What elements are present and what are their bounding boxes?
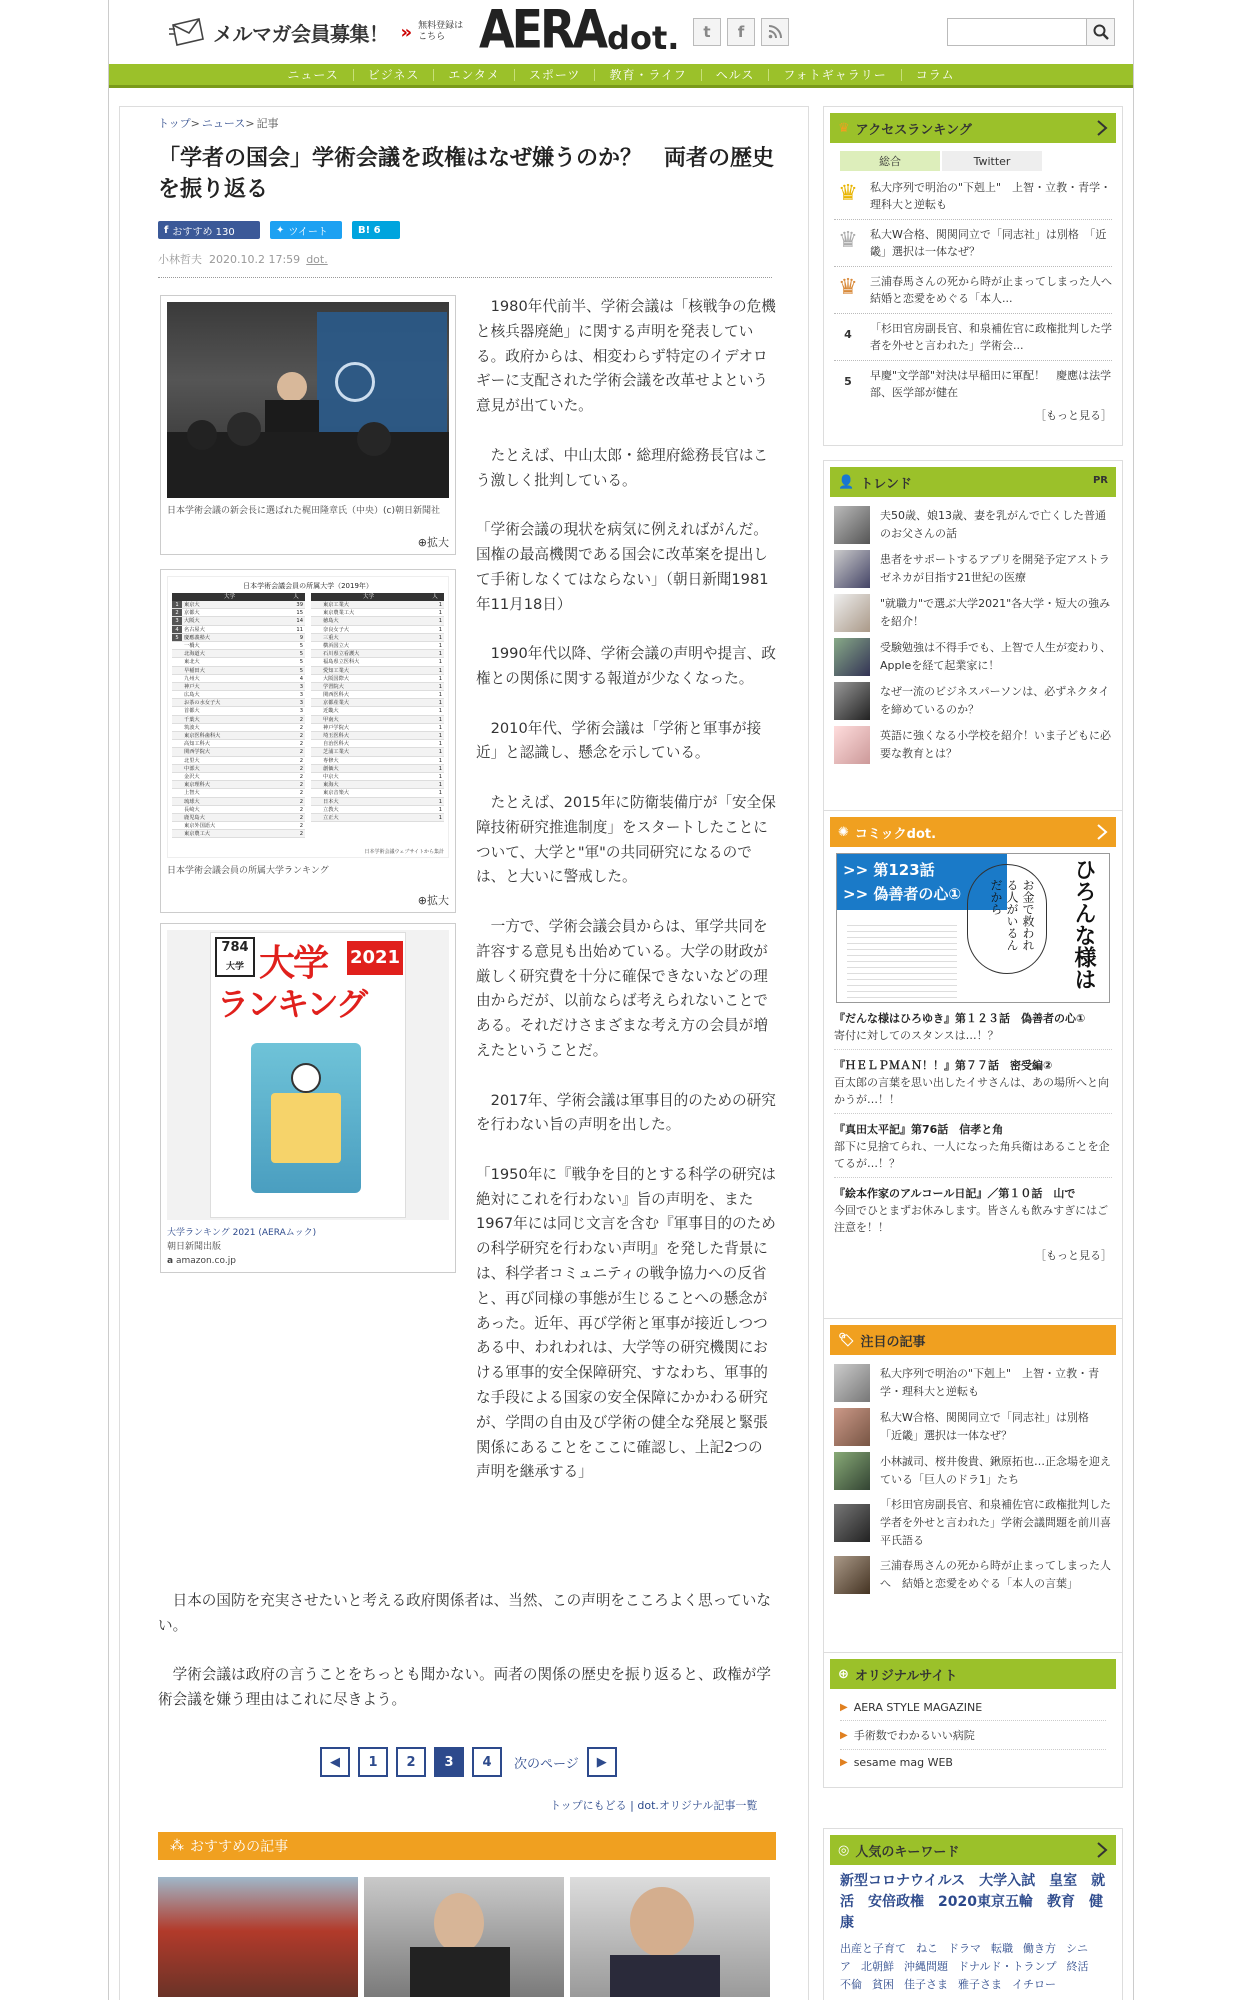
publish-date: 2020.10.2 17:59 <box>209 253 301 266</box>
zoom-icon: ⊕ <box>417 536 427 549</box>
comic-box <box>823 810 1123 1404</box>
keywords-header[interactable]: ◎ 人気のキーワード <box>830 1835 1116 1865</box>
ranking-table-row: 1 東京大 39 <box>172 601 305 609</box>
paragraph: たとえば、2015年に防衛装備庁が「安全保障技術研究推進制度」をスタートしたことについて、大学と"軍"の共同研究になるのでは、と大いに警戒した。 <box>476 793 776 886</box>
ranking-table-row: 神戸大 3 <box>172 683 305 691</box>
recommended-thumb[interactable] <box>570 1877 770 1997</box>
ranking-table-row: 学習院大 1 <box>311 683 444 691</box>
keyword-link[interactable]: 大学入試 <box>979 1873 1036 1889</box>
paragraph: 学術会議は政府の言うことをちっとも聞かない。両者の関係の歴史を振り返ると、政権が学術会議を嫌う理由はこれに尽きよう。 <box>158 1666 771 1709</box>
ranking-table-row: 東海大 1 <box>311 781 444 789</box>
ranking-table-row: 専修大 1 <box>311 757 444 765</box>
ranking-table-row: 早稲田大 5 <box>172 667 305 675</box>
paragraph: 2017年、学術会議は軍事目的のための研究を行わない旨の声明を出した。 <box>476 1091 776 1134</box>
amazon-icon: a <box>167 1256 174 1266</box>
share-buttons <box>158 221 400 239</box>
ranking-item[interactable]: 4 「杉田官房副長官、和泉補佐官に政権批判した学者を外せと言われた」学術会... <box>834 314 1112 361</box>
keyword-link[interactable]: ドナルド・トランプ <box>958 1960 1057 1973</box>
keyword-link[interactable]: 出産と子育て <box>840 1942 906 1955</box>
attention-item[interactable]: 小林誠司、桜井俊貴、鍬原拓也…正念場を迎えている「巨人のドラ1」たち <box>834 1449 1112 1493</box>
nav-health[interactable]: ヘルス <box>715 68 755 82</box>
trend-header: 👤 トレンド PR <box>830 467 1116 497</box>
search-box <box>947 18 1115 46</box>
ranking-table-row: 2 京都大 15 <box>172 609 305 617</box>
nav-entertainment[interactable]: エンタメ <box>448 68 500 82</box>
trend-thumb <box>834 682 870 720</box>
social-links <box>693 18 789 46</box>
author: 小林哲夫 <box>158 253 202 266</box>
ranking-table-row: 上智大 2 <box>172 789 305 797</box>
ranking-table-row: 九州大 4 <box>172 675 305 683</box>
rss-icon[interactable] <box>761 18 789 46</box>
ranking-table-row: 5 慶應義塾大 9 <box>172 634 305 642</box>
gold-crown-icon: ♛ <box>838 180 858 206</box>
person-icon: 👤 <box>838 474 855 490</box>
rank-number: 5 <box>844 374 852 388</box>
ranking-table-row: 広島大 3 <box>172 691 305 699</box>
comic-item[interactable]: 『絵本作家のアルコール日記』／第１０話 山で 今回でひとまずお休みします。皆さんも飲みすぎにはご注意を！！ <box>834 1187 1109 1234</box>
bottom-links[interactable]: トップにもどる | dot.オリジナル記事一覧 <box>550 1799 758 1812</box>
access-ranking-box <box>823 106 1123 446</box>
breadcrumb-current: 記事 <box>256 117 279 130</box>
tweet-button[interactable]: ✦ ツイート <box>270 221 342 239</box>
nav-column[interactable]: コラム <box>915 68 955 82</box>
ranking-item[interactable]: ♛ 私大序列で明治の"下剋上" 上智・立教・青学・理科大と逆転も <box>834 173 1112 220</box>
ranking-tabs <box>840 151 1122 171</box>
trend-thumb <box>834 726 870 764</box>
ranking-table-row: 東京農業工大 1 <box>311 609 444 617</box>
twitter-icon[interactable]: t <box>693 18 721 46</box>
ranking-table-row: 日本大 1 <box>311 798 444 806</box>
trend-list <box>824 503 1122 767</box>
keyword-link[interactable]: 転職 <box>991 1942 1013 1955</box>
keyword-link[interactable]: 健康 <box>840 1894 1103 1931</box>
trend-item[interactable]: 受験勉強は不得手でも、上智で人生が変わり、Appleを経て起業家に！ <box>834 635 1112 679</box>
attention-thumb <box>834 1556 870 1594</box>
ranking-table-title: 日本学術会議会員の所属大学（2019年） <box>243 582 373 590</box>
figure-1-caption: 日本学術会議の新会長に選ばれた梶田隆章氏（中央）(c)朝日新聞社 <box>167 506 440 516</box>
ranking-table-row: 愛知工業大 1 <box>311 667 444 675</box>
chevron-right-icon <box>1094 823 1110 841</box>
attention-thumb <box>834 1504 870 1542</box>
ranking-table-figure[interactable] <box>160 569 456 913</box>
double-chevron-icon: » <box>400 21 413 43</box>
ranking-table-row: 琉球大 2 <box>172 798 305 806</box>
facebook-icon: f <box>164 224 169 236</box>
chevron-right-icon <box>1094 119 1110 137</box>
attention-thumb <box>834 1452 870 1490</box>
paragraph: 1980年代前半、学術会議は「核戦争の危機と核兵器廃絶」に関する声明を発表している。政府からは、相変わらず特定のイデオロギーに支配された学術会議を改革せよという意見が出ていた。 <box>476 298 776 415</box>
keyword-link[interactable]: ねこ <box>916 1942 938 1955</box>
figure-2-caption: 日本学術会議会員の所属大学ランキング <box>167 866 329 876</box>
paragraph: 日本の国防を充実させたいと考える政府関係者は、当然、この声明をこころよく思っていない。 <box>158 1592 771 1634</box>
hatena-bookmark-button[interactable]: B! 6 <box>352 221 400 239</box>
attention-box <box>823 1318 1123 1658</box>
book-title-link[interactable]: 大学ランキング 2021 (AERAムック) <box>167 1228 317 1238</box>
breadcrumb-top[interactable]: トップ <box>158 117 191 130</box>
keyword-link[interactable]: 就活 <box>840 1873 1106 1910</box>
original-sites-box <box>823 1652 1123 1788</box>
keyword-link[interactable]: 新型コロナウイルス <box>840 1873 966 1889</box>
trend-item[interactable]: なぜ一流のビジネスパーソンは、必ずネクタイを締めているのか？ <box>834 679 1112 723</box>
comic-more-link[interactable]: ［もっと見る］ <box>1035 1249 1112 1262</box>
keyword-cloud-large <box>840 1871 1106 1934</box>
ranking-table-row: 京都産業大 1 <box>311 699 444 707</box>
book-title-sub: ランキング <box>217 985 367 1023</box>
nav-sports[interactable]: スポーツ <box>528 68 581 82</box>
silver-crown-icon: ♛ <box>838 227 858 253</box>
tab-twitter[interactable]: Twitter <box>942 151 1042 171</box>
keyword-link[interactable]: 働き方 <box>1023 1942 1056 1955</box>
mailmag-title: メルマガ会員募集！ <box>213 21 389 46</box>
recommended-header <box>158 1832 776 1860</box>
trend-thumb <box>834 638 870 676</box>
paragraph: 1990年代以降、学術会議の声明や提言、政権との関係に関する報道が少なくなった。 <box>476 645 776 687</box>
rank-number: 4 <box>844 327 852 341</box>
access-ranking-header[interactable]: ♛ アクセスランキング <box>830 113 1116 143</box>
book-title-main: 大学 <box>259 943 328 984</box>
attention-thumb <box>834 1364 870 1402</box>
ranking-table-row: 芝浦工業大 1 <box>311 748 444 756</box>
attention-item[interactable]: 三浦春馬さんの死から時が止まってしまった人へ 結婚と恋愛をめぐる「本人の言葉」 <box>834 1553 1112 1597</box>
ranking-table-row: 金沢大 2 <box>172 773 305 781</box>
ranking-table-row: 甲南大 1 <box>311 716 444 724</box>
keyword-cloud-small <box>840 1940 1106 1994</box>
book-cover[interactable]: 784 大学 大学 2021 ランキング <box>167 930 449 1220</box>
ranking-table-row: 大阪国際大 1 <box>311 675 444 683</box>
ranking-item[interactable]: 5 早慶"文学部"対決は早稲田に軍配！ 慶應は法学部、医学部が健在 <box>834 361 1112 407</box>
original-site-link[interactable]: ▶ 手術数でわかるいい病院 <box>840 1721 1106 1750</box>
article-tail <box>158 1589 776 1738</box>
ranking-table-row: 東京医科歯科大 2 <box>172 732 305 740</box>
twitter-icon: ✦ <box>276 224 285 236</box>
ranking-table-row: お茶の水女子大 3 <box>172 699 305 707</box>
recommended-title: おすすめの記事 <box>190 1839 289 1855</box>
recommended-thumb[interactable] <box>158 1877 358 1997</box>
keyword-link[interactable]: 終活 <box>1066 1960 1089 1973</box>
ranking-table-row: 立正大 1 <box>311 814 444 822</box>
ranking-table-row: 神戸学院大 1 <box>311 724 444 732</box>
triangle-right-icon: ▶ <box>596 1754 607 1770</box>
ranking-table-row: 関西学院大 2 <box>172 748 305 756</box>
keyword-link[interactable]: ドラマ <box>948 1942 981 1955</box>
paragraph: 2010年代、学術会議は「学術と軍事が接近」と認識し、懸念を示している。 <box>476 719 762 762</box>
ranking-table-source: 日本学術会議ウェブサイトから集計 <box>364 849 444 855</box>
keyword-link[interactable]: 皇室 <box>1049 1873 1078 1889</box>
book-ad-figure[interactable] <box>160 923 456 1273</box>
recommended-thumbnails <box>158 1877 776 1997</box>
ranking-table-row: 石川県立看護大 1 <box>311 650 444 658</box>
tab-overall[interactable]: 総合 <box>840 151 940 171</box>
next-page-link[interactable]: 次のページ <box>514 1747 579 1777</box>
prev-page-button[interactable] <box>320 1747 350 1777</box>
trend-item[interactable]: 患者をサポートするアプリを開発予定アストラゼネカが目指す21世紀の医療 <box>834 547 1112 591</box>
header <box>109 0 1133 64</box>
zoom-button-2[interactable]: ⊕拡大 <box>417 894 449 907</box>
divider <box>158 277 772 278</box>
crown-icon: ♛ <box>838 120 850 136</box>
keywords-box <box>823 1828 1123 2000</box>
pagination <box>320 1747 617 1777</box>
target-icon: ◎ <box>838 1842 850 1858</box>
ranking-table-row: 長崎大 2 <box>172 806 305 814</box>
ranking-table-row: 千葉大 2 <box>172 716 305 724</box>
attention-list <box>824 1361 1122 1597</box>
globe-icon: ⊕ <box>838 1666 849 1682</box>
ranking-table-row: 筑波大 2 <box>172 724 305 732</box>
nav-education-life[interactable]: 教育・ライフ <box>609 68 687 82</box>
pr-label: PR <box>1092 475 1108 486</box>
arrow-icon: ▶ <box>840 1757 848 1768</box>
keyword-link[interactable]: 不倫 <box>840 1978 862 1991</box>
triangle-left-icon: ◀ <box>330 1754 340 1770</box>
breadcrumb: トップ> ニュース> 記事 <box>158 117 279 130</box>
original-site-link[interactable]: ▶ sesame mag WEB <box>840 1756 953 1769</box>
ranking-item[interactable]: ♛ 私大W合格、関関同立で「同志社」は別格 「近畿」選択は一体なぜ？ <box>834 220 1112 267</box>
article-body <box>476 295 776 1510</box>
nav-photo-gallery[interactable]: フォトギャラリー <box>783 68 887 82</box>
comic-item[interactable]: 『ＨＥＬＰＭＡＮ！！』第７７話 密受編② 百太郎の言葉を思い出したイサさんは、あの場所へと向かうが…！！ <box>834 1050 1112 1114</box>
facebook-share-button[interactable]: f おすすめ 130 <box>158 221 260 239</box>
arrow-icon: ▶ <box>840 1702 848 1713</box>
ranking-table-row: 東京理科大 2 <box>172 781 305 789</box>
ranking-table-row: 東京外国語大 2 <box>172 822 305 830</box>
arrow-icon: ▶ <box>840 1729 848 1741</box>
press-conference-photo <box>167 302 449 498</box>
ranking-table-row: 中部大 2 <box>172 765 305 773</box>
network-icon: ⁂ <box>170 1838 184 1854</box>
zoom-icon: ⊕ <box>417 894 427 907</box>
ranking-table-row: 中京大 1 <box>311 773 444 781</box>
trend-item[interactable]: 夫50歳、娘13歳、妻を乳がんで亡くした普通のお父さんの話 <box>834 503 1112 547</box>
recommended-thumb[interactable] <box>364 1877 564 1997</box>
page <box>108 0 1134 2000</box>
attention-item[interactable]: 「杉田官房副長官、和泉補佐官に政権批判した学者を外せと言われた」学術会議問題を前川喜平氏語る <box>834 1493 1112 1553</box>
facebook-icon[interactable]: f <box>727 18 755 46</box>
ranking-item[interactable]: ♛ 三浦春馬さんの死から時が止まってしまった人へ 結婚と恋愛をめぐる「本人... <box>834 267 1112 314</box>
page-2-button[interactable]: 2 <box>396 1747 426 1777</box>
ranking-table-row: 東京工業大 1 <box>311 601 444 609</box>
ranking-more-link[interactable]: ［もっと見る］ <box>1035 409 1112 422</box>
paragraph: たとえば、中山太郎・総理府総務長官はこう激しく批判している。 <box>476 446 768 489</box>
attention-item[interactable]: 私大W合格、関関同立で「同志社」は別格 「近畿」選択は一体なぜ？ <box>834 1405 1112 1449</box>
trend-thumb <box>834 506 870 544</box>
quote-paragraph: 「学術会議の現状を病気に例えればがんだ。国権の最高機関である国会に改革案を提出して手術しなくてはならない」（朝日新聞1981年11月18日） <box>476 521 769 613</box>
keyword-link[interactable]: 安倍政権 <box>868 1894 924 1910</box>
ranking-table-header: 大学 人 <box>311 593 444 601</box>
ranking-table-row: 首都大 3 <box>172 707 305 715</box>
quote-paragraph: 「1950年に『戦争を目的とする科学の研究は絶対にこれを行わない』旨の声明を、また1967年には同じ文言を含む『軍事目的のための科学研究を行わない声明』を発した背景には、科学者コミュニティの戦争協力への反省と、再び同様の事態が生じることへの懸念があった。近年、再び学術と軍事が接近しつつある中、われわれは、大学等の研究機関における軍事的安全保障研究、すなわち、軍事的な手段による国家の安全保障にかかわる研究が、学問の自由及び学術の健全な発展と緊張関係にあることをここに確認し、上記2つの声明を継承する」 <box>476 1165 776 1481</box>
ranking-table-row: 一橋大 5 <box>172 642 305 650</box>
tag-icon: 🏷 <box>838 1332 855 1348</box>
ranking-table-row: 高知工科大 2 <box>172 740 305 748</box>
mailmag-subtext: 無料登録は こちら <box>418 21 464 42</box>
trend-item[interactable]: 英語に強くなる小学校を紹介！いま子どもに必要な教育とは？ <box>834 723 1112 767</box>
ranking-table-row: 近畿大 1 <box>311 707 444 715</box>
ranking-table-row: 4 名古屋大 11 <box>172 626 305 634</box>
sun-icon: ✺ <box>838 824 849 840</box>
page-4-button[interactable]: 4 <box>472 1747 502 1777</box>
ranking-table-row: 徳島大 1 <box>311 617 444 625</box>
ranking-table-image <box>167 576 449 858</box>
trend-item[interactable]: "就職力"で選ぶ大学2021"各大学・短大の強みを紹介！ <box>834 591 1112 635</box>
trend-thumb <box>834 594 870 632</box>
amazon-link[interactable]: a amazon.co.jp <box>167 1256 236 1266</box>
main-nav <box>109 64 1133 88</box>
comic-banner[interactable]: >> 第123話 >> 偽善者の心① ひろんな様は お金で救われる人がいるんだから <box>836 853 1110 1003</box>
byline <box>158 251 328 267</box>
comic-header[interactable]: ✺ コミックdot. <box>830 817 1116 847</box>
ranking-table-row: 三重大 1 <box>311 634 444 642</box>
chevron-right-icon <box>1094 1841 1110 1859</box>
bronze-crown-icon: ♛ <box>838 274 858 300</box>
paragraph: 一方で、学術会議会員からは、軍学共同を許容する意見も出始めている。大学の財政が厳しく研究費を十分に確保できないなどの理由からだが、以前ならば考えられないことである。それだけさまざまな考え方の会員が増えたということだ。 <box>476 917 768 1059</box>
zoom-button-1[interactable]: ⊕拡大 <box>417 536 449 549</box>
comic-item[interactable]: 『だんな様はひろゆき』第１２３話 偽善者の心① 寄付に対してのスタンスは…！？ <box>834 1003 1112 1050</box>
next-page-button[interactable] <box>587 1747 617 1777</box>
ranking-table-header: 大学 人 <box>172 593 305 601</box>
ranking-table-row: 北海道大 5 <box>172 650 305 658</box>
ranking-table-row: 立教大 1 <box>311 806 444 814</box>
article-container <box>119 106 809 2000</box>
ranking-table-row: 東北大 5 <box>172 658 305 666</box>
attention-item[interactable]: 私大序列で明治の"下剋上" 上智・立教・青学・理科大と逆転も <box>834 1361 1112 1405</box>
ranking-table-row: 創価大 1 <box>311 765 444 773</box>
trend-thumb <box>834 550 870 588</box>
nav-business[interactable]: ビジネス <box>367 68 420 82</box>
ranking-table-row: 北里大 2 <box>172 757 305 765</box>
ranking-table-row: 東京農工大 2 <box>172 830 305 838</box>
search-button[interactable] <box>1087 18 1115 46</box>
photo-figure-1[interactable] <box>160 295 456 555</box>
page-1-button[interactable]: 1 <box>358 1747 388 1777</box>
ranking-table-row: 3 大阪大 14 <box>172 617 305 625</box>
attention-thumb <box>834 1408 870 1446</box>
envelope-icon <box>169 17 207 47</box>
keyword-link[interactable]: 雅子さま <box>958 1978 1002 1991</box>
keyword-link[interactable]: イチロー <box>1012 1978 1056 1991</box>
original-site-link[interactable]: ▶ AERA STYLE MAGAZINE <box>840 1695 1106 1721</box>
logo-dot: dot. <box>607 19 680 57</box>
ranking-table-row: 関西医科大 1 <box>311 691 444 699</box>
book-publisher: 朝日新聞出版 <box>167 1242 222 1252</box>
keyword-link[interactable]: 貧困 <box>872 1978 894 1991</box>
mailmag-banner[interactable] <box>169 14 463 50</box>
ranking-table-row: 福島県立医科大 1 <box>311 658 444 666</box>
attention-header: 🏷 注目の記事 <box>830 1325 1116 1355</box>
comic-list <box>824 1003 1122 1241</box>
ranking-table-row: 自治医科大 1 <box>311 740 444 748</box>
search-input[interactable] <box>947 18 1087 46</box>
ranking-table-row: 東京音楽大 1 <box>311 789 444 797</box>
source-link[interactable]: dot. <box>306 253 328 266</box>
keyword-link[interactable]: 北朝鮮 <box>861 1960 894 1973</box>
ranking-table-row: 奈良女子大 1 <box>311 626 444 634</box>
ranking-table-row: 横浜国立大 1 <box>311 642 444 650</box>
original-sites-header: ⊕ オリジナルサイト <box>830 1659 1116 1689</box>
ranking-table <box>168 593 448 838</box>
keyword-link[interactable]: 教育 <box>1046 1894 1075 1910</box>
keyword-link[interactable]: 沖縄問題 <box>904 1960 948 1973</box>
keyword-link[interactable]: 2020東京五輪 <box>938 1894 1033 1910</box>
keyword-link[interactable]: 佳子さま <box>904 1978 948 1991</box>
logo-aera: AERA <box>479 0 606 61</box>
comic-item[interactable]: 『真田太平記』第76話 信孝と角 部下に見捨てられ、一人になった角兵衛はあることを企てるが…！？ <box>834 1114 1112 1178</box>
page-3-button[interactable]: 3 <box>434 1747 464 1777</box>
site-logo[interactable] <box>479 0 680 61</box>
breadcrumb-news[interactable]: ニュース <box>201 117 246 130</box>
ranking-table-row: 鹿児島大 2 <box>172 814 305 822</box>
article-title: 「学者の国会」学術会議を政権はなぜ嫌うのか？ 両者の歴史を振り返る <box>158 146 775 202</box>
search-icon <box>1093 24 1109 40</box>
nav-news[interactable]: ニュース <box>287 68 339 82</box>
keyword-link[interactable]: シニア <box>840 1942 1088 1973</box>
ranking-table-row: 埼玉医科大 1 <box>311 732 444 740</box>
